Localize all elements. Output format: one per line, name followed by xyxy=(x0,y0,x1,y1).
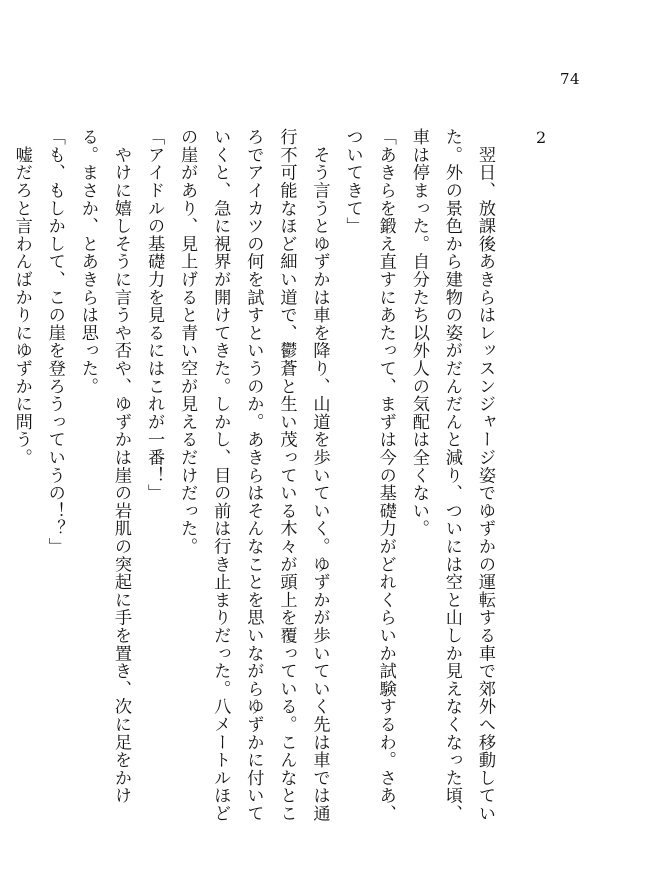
text-line: 「アイドルの基礎力を見るにはこれが一番！」 xyxy=(144,128,165,502)
text-line: 車は停まった。自分たち以外人の気配は全くない。 xyxy=(408,128,429,538)
text-line: 「あきらを鍛え直すにあたって、まずは今の基礎力がどれくらいか試験するわ。さあ、 xyxy=(375,128,396,823)
text-line: 翌日、放課後あきらはレッスンジャージ姿でゆずかの運転する車で郊外へ移動してい xyxy=(475,128,495,823)
text-line: 嘘だろと言わんばかりにゆずかに問う。 xyxy=(11,128,32,467)
body-text xyxy=(5,128,501,828)
text-line: る。まさか、とあきらは思った。 xyxy=(77,128,98,395)
chapter-number: 2 xyxy=(536,128,547,147)
text-line: 行不可能なほど細い道で、鬱蒼と生い茂っている木々が頭上を覆っている。こんなとこ xyxy=(276,128,297,823)
text-line: 「も、もしかして、この崖を登ろうっていうの！？」 xyxy=(44,128,65,556)
page-number: 74 xyxy=(560,70,581,88)
text-line: いくと、急に視界が開けてきた。しかし、目の前は行き止まりだった。八メートルほど xyxy=(210,128,231,823)
text-line: そう言うとゆずかは車を降り、山道を歩いていく。ゆずかが歩いていく先は車では通 xyxy=(309,128,330,823)
text-line: ろでアイカツの何を試すというのか。あきらはそんなことを思いながらゆずかに付いて xyxy=(243,128,264,823)
text-line: やけに嬉しそうに言うや否や、ゆずかは崖の岩肌の突起に手を置き、次に足をかけ xyxy=(110,128,131,805)
text-line: の崖があり、見上げると青い空が見えるだけだった。 xyxy=(177,128,198,556)
text-line: ついてきて」 xyxy=(342,128,363,235)
text-line: た。外の景色から建物の姿がだんだんと減り、ついには空と山しか見えなくなった頃、 xyxy=(441,128,462,823)
